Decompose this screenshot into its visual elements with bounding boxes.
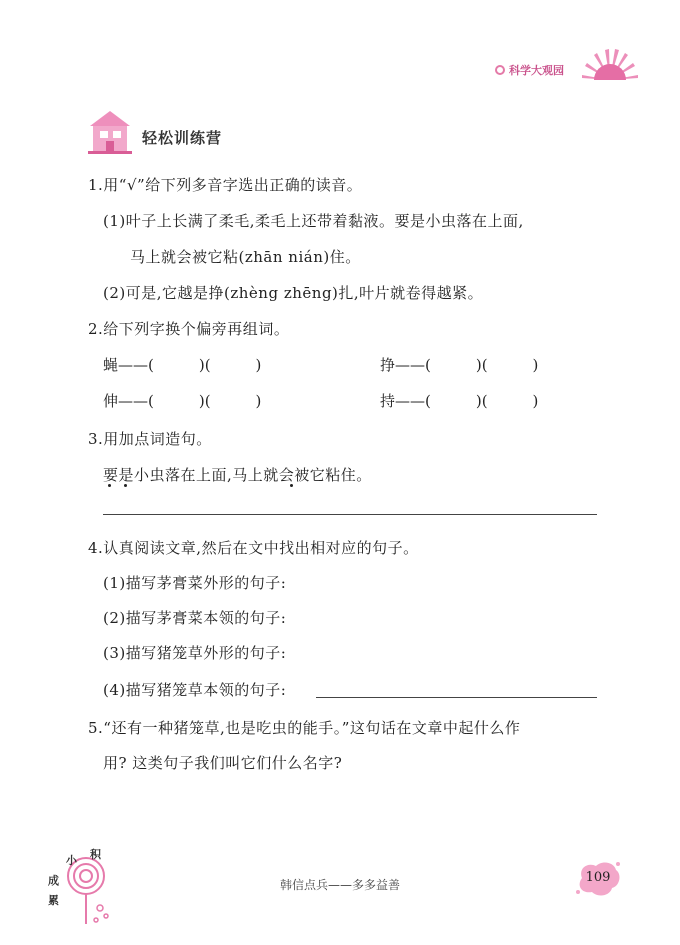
section-title: 轻松训练营 — [142, 129, 223, 147]
q1-stem: 1.用“√”给下列多音字选出正确的读音。 — [88, 176, 363, 194]
q3-answer-line[interactable] — [103, 514, 597, 515]
page-number-badge — [574, 858, 622, 898]
corner-word-1: 小 — [66, 854, 77, 867]
q4-item-4: (4)描写猪笼草本领的句子: — [103, 681, 287, 699]
header-tag-text: 科学大观园 — [509, 64, 564, 77]
page-number: 109 — [585, 870, 611, 885]
q3-stem: 3.用加点词造句。 — [88, 430, 212, 448]
q5-line1: 5.“还有一种猪笼草,也是吃虫的能手。”这句话在文章中起什么作 — [88, 719, 521, 737]
q2-row1-right[interactable]: 挣——( )( ) — [380, 356, 539, 374]
q4-item-1: (1)描写茅膏菜外形的句子: — [103, 574, 287, 592]
q1-sub2: (2)可是,它越是挣(zhèng zhēng)扎,叶片就卷得越紧。 — [103, 284, 484, 302]
q2-stem: 2.给下列字换个偏旁再组词。 — [88, 320, 290, 338]
emphasis-dot — [108, 484, 111, 487]
q4-stem: 4.认真阅读文章,然后在文中找出相对应的句子。 — [88, 539, 419, 557]
q2-row1-left[interactable]: 蝇——( )( ) — [103, 356, 262, 374]
q3-sentence: 要是小虫落在上面,马上就会被它粘住。 — [103, 466, 372, 484]
q1-sub1-line1: (1)叶子上长满了柔毛,柔毛上还带着黏液。要是小虫落在上面, — [103, 212, 524, 230]
q1-sub1-line2: 马上就会被它粘(zhān nián)住。 — [130, 248, 361, 266]
corner-word-2: 积 — [90, 848, 101, 861]
footer-proverb: 韩信点兵——多多益善 — [279, 878, 400, 892]
emphasis-dot — [124, 484, 127, 487]
q4-item-2: (2)描写茅膏菜本领的句子: — [103, 609, 287, 627]
section-heading — [86, 108, 222, 154]
q2-row2-left[interactable]: 伸——( )( ) — [103, 392, 262, 410]
q5-line2: 用? 这类句子我们叫它们什么名字? — [103, 754, 343, 772]
corner-word-4: 累 — [48, 894, 59, 907]
spiral-icon — [495, 65, 505, 75]
house-icon — [86, 108, 134, 154]
emphasis-dot — [290, 484, 293, 487]
corner-word-3: 成 — [48, 874, 59, 887]
sun-rays-icon — [580, 48, 640, 82]
q4-item-4-answer-line[interactable] — [316, 697, 597, 698]
q2-row2-right[interactable]: 持——( )( ) — [380, 392, 539, 410]
q4-item-3: (3)描写猪笼草外形的句子: — [103, 644, 287, 662]
